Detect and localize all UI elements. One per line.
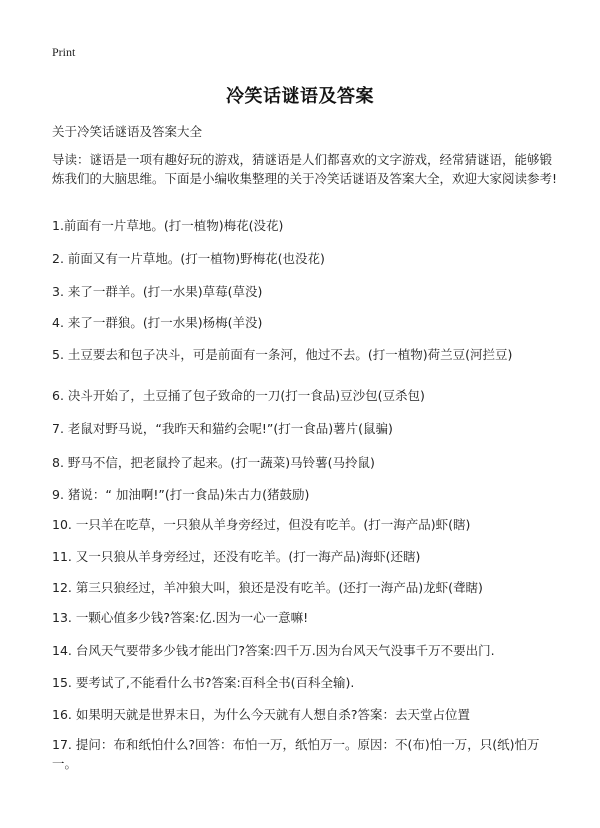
riddle-item: 5. 土豆要去和包子决斗，可是前面有一条河，他过不去。(打一植物)荷兰豆(河拦豆) [52,347,513,362]
riddle-item: 16. 如果明天就是世界末日，为什么今天就有人想自杀?答案：去天堂占位置 [52,707,470,722]
riddle-item: 10. 一只羊在吃草，一只狼从羊身旁经过，但没有吃羊。(打一海产品)虾(瞎) [52,517,471,532]
riddle-item: 12. 第三只狼经过，羊冲狼大叫，狼还是没有吃羊。(还打一海产品)龙虾(聋瞎) [52,580,483,595]
riddle-item: 9. 猪说：“ 加油啊!”(打一食品)朱古力(猪鼓励) [52,487,310,502]
intro-paragraph: 导读：谜语是一项有趣好玩的游戏，猜谜语是人们都喜欢的文字游戏，经常猜谜语，能够锻炼我们的大脑思维。下面是小编收集整理的关于冷笑话谜语及答案大全，欢迎大家阅读参考! [52,152,558,186]
page-title: 冷笑话谜语及答案 [226,86,374,107]
riddle-item: 8. 野马不信，把老鼠拎了起来。(打一蔬菜)马铃薯(马拎鼠) [52,455,375,470]
riddle-item: 13. 一颗心值多少钱?答案:亿.因为一心一意嘛! [52,610,309,625]
riddle-item: 4. 来了一群狼。(打一水果)杨梅(羊没) [52,315,263,330]
riddle-item: 1.前面有一片草地。(打一植物)梅花(没花) [52,218,284,233]
riddle-item: 6. 决斗开始了，土豆捅了包子致命的一刀(打一食品)豆沙包(豆杀包) [52,388,425,403]
riddle-item: 3. 来了一群羊。(打一水果)草莓(草没) [52,284,263,299]
riddle-item: 15. 要考试了,不能看什么书?答案:百科全书(百科全输). [52,675,355,690]
riddle-item: 7. 老鼠对野马说，“我昨天和猫约会呢!”(打一食品)薯片(鼠骗) [52,421,393,436]
riddle-item: 17. 提问：布和纸怕什么?回答：布怕一万，纸怕万一。原因：不(布)怕一万，只(纸)怕万一。 [52,737,540,771]
riddle-item: 2. 前面又有一片草地。(打一植物)野梅花(也没花) [52,251,325,266]
riddle-item: 11. 又一只狼从羊身旁经过，还没有吃羊。(打一海产品)海虾(还瞎) [52,549,421,564]
print-label: Print [52,45,76,59]
page-subtitle: 关于冷笑话谜语及答案大全 [52,124,203,139]
riddle-item: 14. 台风天气要带多少钱才能出门?答案:四千万.因为台风天气没事千万不要出门. [52,643,495,658]
